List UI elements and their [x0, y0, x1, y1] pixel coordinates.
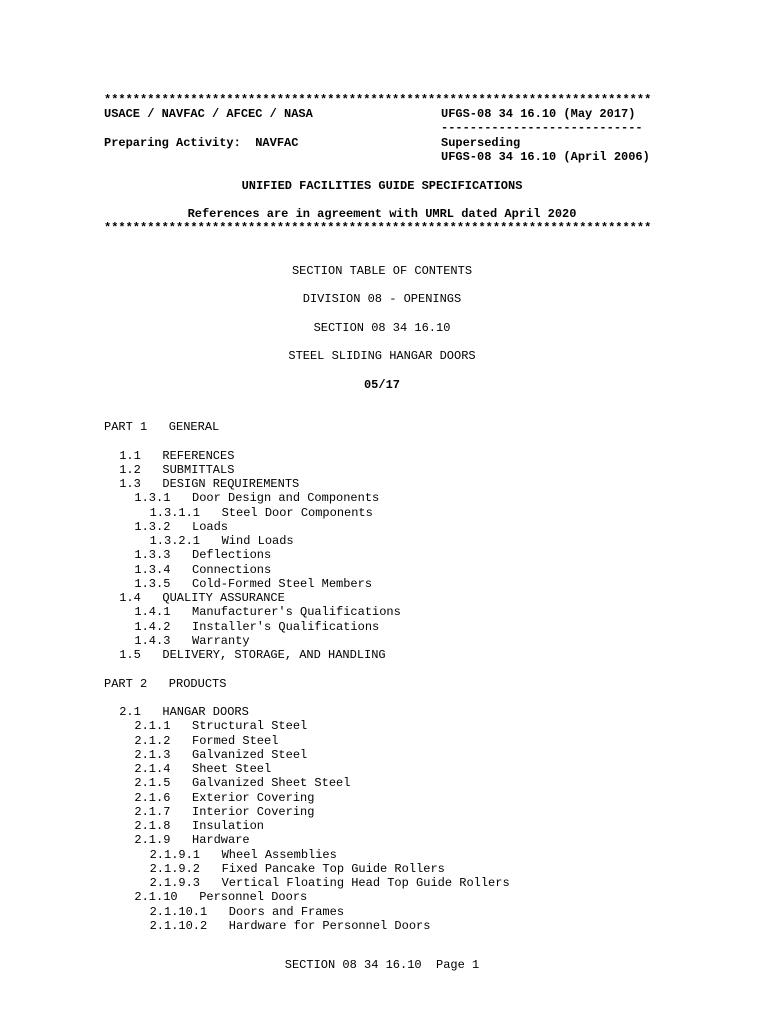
toc-entry: 1.3.4 Connections	[134, 562, 272, 577]
header-preparing-activity: Preparing Activity: NAVFAC	[104, 136, 299, 150]
toc-entry: 1.4 QUALITY ASSURANCE	[119, 591, 285, 605]
toc-entry: 1.4.3 Warranty	[134, 633, 250, 648]
toc-entry: 2.1 HANGAR DOORS	[119, 705, 249, 719]
toc-entry: PART 1 GENERAL	[104, 420, 220, 434]
header-agencies: USACE / NAVFAC / AFCEC / NASA	[104, 107, 313, 121]
section-number: SECTION 08 34 16.10	[313, 321, 451, 335]
header-superseding: Superseding	[441, 136, 521, 150]
section-date: 05/17	[363, 378, 400, 392]
toc-entry: 1.4.1 Manufacturer's Qualifications	[134, 605, 401, 620]
toc-entry: 2.1.10.2 Hardware for Personnel Doors	[149, 918, 431, 933]
toc-entry: 2.1.9.3 Vertical Floating Head Top Guide Rollers	[149, 876, 510, 890]
toc-entry: 1.4.2 Installer's Qualifications	[134, 619, 380, 634]
toc-entry: 1.1 REFERENCES	[119, 448, 235, 463]
toc-entry: 2.1.7 Interior Covering	[134, 804, 315, 819]
toc-entry: PART 2 PRODUCTS	[104, 676, 227, 691]
toc-entry: 2.1.10 Personnel Doors	[134, 890, 308, 905]
toc-entry: 2.1.1 Structural Steel	[134, 719, 308, 734]
page-footer: SECTION 08 34 16.10 Page 1	[284, 958, 480, 972]
toc-entry: 2.1.5 Galvanized Sheet Steel	[134, 776, 351, 791]
toc-entry: 2.1.9.1 Wheel Assemblies	[149, 847, 337, 862]
header-references: References are in agreement with UMRL dated April 2020	[187, 207, 577, 221]
toc-entry: 1.3.2.1 Wind Loads	[149, 534, 294, 548]
toc-entry: 1.5 DELIVERY, STORAGE, AND HANDLING	[119, 648, 386, 662]
toc-entry: 2.1.6 Exterior Covering	[134, 790, 315, 805]
toc-entry: 1.3.1 Door Design and Components	[134, 491, 380, 506]
header-title: UNIFIED FACILITIES GUIDE SPECIFICATIONS	[241, 179, 523, 193]
header-rule: ----------------------------	[441, 121, 643, 135]
toc-entry: 2.1.8 Insulation	[134, 819, 265, 833]
toc-entry: 2.1.9.2 Fixed Pancake Top Guide Rollers	[149, 861, 445, 876]
toc-entry: 2.1.10.1 Doors and Frames	[149, 904, 345, 919]
section-title: STEEL SLIDING HANGAR DOORS	[288, 349, 476, 363]
toc-title: SECTION TABLE OF CONTENTS	[291, 264, 473, 278]
header-superseded-number: UFGS-08 34 16.10 (April 2006)	[441, 150, 650, 164]
toc-entry: 1.3.3 Deflections	[134, 548, 272, 563]
header-stars-bottom: ****************************************************************************	[104, 221, 652, 235]
toc-entry: 1.3.5 Cold-Formed Steel Members	[134, 576, 373, 591]
toc-entry: 1.2 SUBMITTALS	[119, 462, 235, 477]
toc-entry: 2.1.9 Hardware	[134, 833, 250, 848]
toc-entry: 2.1.4 Sheet Steel	[134, 762, 272, 776]
toc-entry: 1.3 DESIGN REQUIREMENTS	[119, 477, 300, 491]
toc-entry: 2.1.2 Formed Steel	[134, 733, 279, 748]
header-ufgs-number: UFGS-08 34 16.10 (May 2017)	[441, 107, 636, 121]
toc-entry: 1.3.2 Loads	[134, 519, 229, 534]
toc-entry: 2.1.3 Galvanized Steel	[134, 747, 308, 762]
toc-entry: 1.3.1.1 Steel Door Components	[149, 505, 373, 520]
header-stars-top: ****************************************************************************	[104, 93, 652, 107]
division-title: DIVISION 08 - OPENINGS	[302, 292, 462, 306]
